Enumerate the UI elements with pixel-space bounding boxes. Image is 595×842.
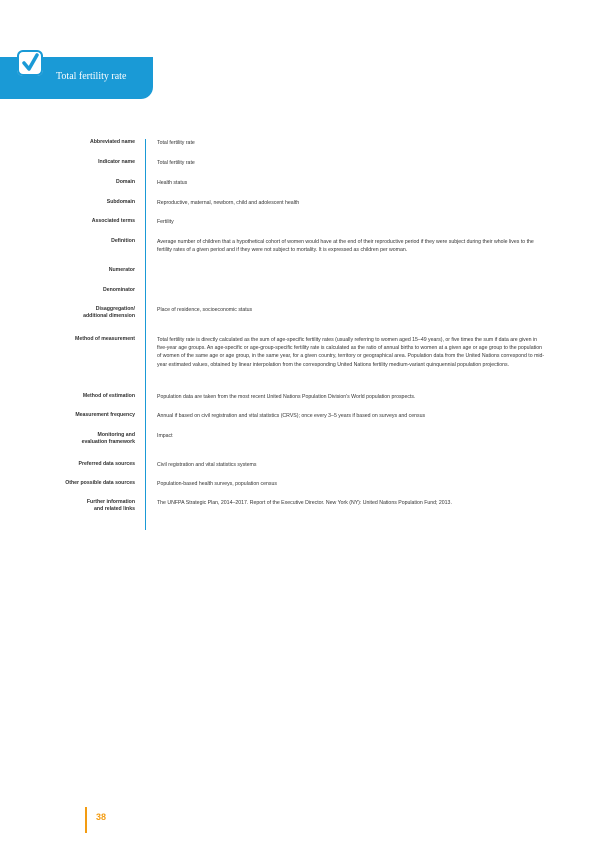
divider-line [145,139,146,530]
table-row [55,412,545,420]
row-label: Associated terms [91,218,135,224]
table-row [55,393,545,401]
row-value: Total fertility rate [157,160,195,166]
row-label: Measurement frequency [75,412,135,418]
row-value: Fertility [157,219,174,225]
table-row [55,139,545,147]
table-row [55,199,545,207]
row-label: Denominator [103,287,135,293]
row-value: Impact [157,433,173,439]
table-row [55,461,545,469]
row-label: Abbreviated name [90,139,135,145]
row-label: Indicator name [98,159,135,165]
row-value: Health status [157,180,188,186]
table-row [55,218,545,226]
check-icon [17,50,43,76]
row-label: Domain [115,179,135,185]
row-value [157,267,545,274]
row-value: Place of residence, socioeconomic status [157,307,253,313]
row-value: Annual if based on civil registration and vital statistics (CRVS); once every 3–5 years if based on surveys and census [157,413,426,419]
row-value: The UNFPA Strategic Plan, 2014–2017. Report of the Executive Director. New York (NY): United Nations Population Fund; 2013. [157,500,452,506]
row-label: Monitoring and evaluation framework [81,432,135,445]
table-row [55,336,545,369]
row-label: Subdomain [106,199,135,205]
row-label: Method of estimation [82,393,135,399]
table-row [55,287,545,294]
row-label: Further information and related links [86,499,135,512]
footer-bar [85,807,87,833]
row-label: Preferred data sources [78,461,135,467]
table-row [55,179,545,187]
row-value: Population-based health surveys, population census [157,481,277,487]
table-row [55,306,545,320]
row-value: Civil registration and vital statistics systems [157,462,257,468]
row-value: Average number of children that a hypothetical cohort of women would have at the end of their reproductive period if they were subject during their whole lives to the fertility rates of a given period and if they were not subject to mortality. It is expressed as children per woman. [157,239,534,254]
table-row [55,432,545,446]
row-label: Other possible data sources [65,480,135,486]
row-label: Disaggregation/ additional dimension [83,306,135,319]
table-row [55,267,545,274]
table-row [55,238,545,254]
row-label: Method of measurement [75,336,135,342]
row-label: Definition [111,238,135,244]
table-row [55,499,545,513]
table-row [55,159,545,167]
row-value: Total fertility rate is directly calculated as the sum of age-specific fertility rates (usually referring to women aged 15–49 years), or five times the sum if data are given in five-year age groups. An age-specific or age-group-specific fertility rate is calculated as the ratio of annual births to women at a given age or age group to the population of women of the same age or age group, in the same year, for a given country, territory or geographical area. Population data from the United Nations correspond to mid-year estimated values, obtained by linear interpolation from the corresponding United Nations fertility medium-variant quinquennial population projections. [157,337,545,368]
row-value: Population data are taken from the most recent United Nations Population Division's World population prospects. [157,394,416,400]
row-label: Numerator [108,267,135,273]
table-row [55,480,545,488]
row-value: Total fertility rate [157,140,195,146]
row-value [157,287,545,294]
page-number: 38 [96,812,107,822]
page-title: Total fertility rate [56,71,127,82]
row-value: Reproductive, maternal, newborn, child and adolescent health [157,200,300,206]
